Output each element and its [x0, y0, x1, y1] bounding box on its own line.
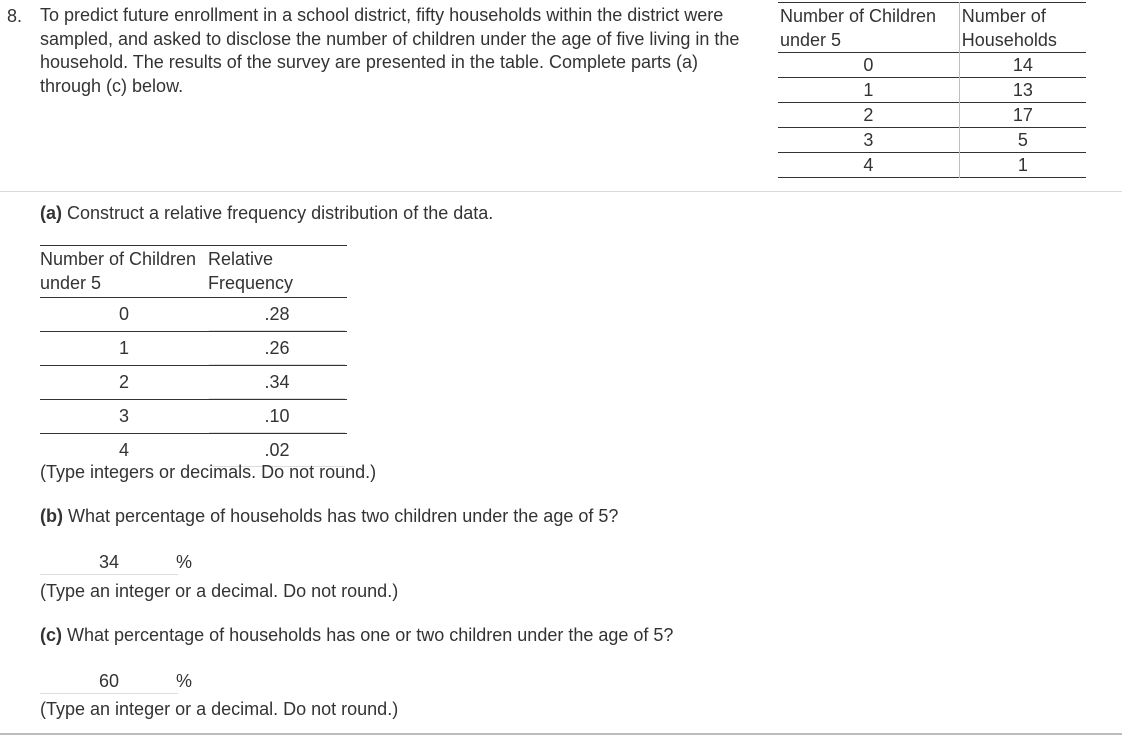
relative-frequency-table: [40, 245, 347, 467]
relative-frequency-input[interactable]: .28: [209, 299, 345, 331]
children-cell: 2: [118, 372, 129, 392]
table-row: [778, 128, 1086, 153]
children-cell: 1: [118, 338, 129, 358]
question-text: To predict future enrollment in a school district, fifty households within the district were sampled, and asked to disclose the number of children under the age of five living in the household. The results of the survey are presented in the table. Complete parts (a) through (c) below.: [40, 5, 740, 96]
given-data-header-row: [778, 3, 1086, 53]
percent-sign: %: [176, 671, 193, 691]
children-cell: 4: [778, 153, 959, 178]
table-row: [40, 298, 347, 332]
header-number-of-children: Number of Children under 5: [778, 3, 959, 53]
given-data-table: [778, 2, 1086, 178]
table-row: [40, 366, 347, 400]
part-a-label: (a): [40, 203, 62, 223]
table-row: [40, 332, 347, 366]
part-b-text: What percentage of households has two children under the age of 5?: [68, 506, 619, 526]
percent-sign: %: [176, 552, 193, 572]
part-c-answer-row: [40, 669, 192, 694]
section-divider: [0, 191, 1122, 192]
children-cell: 0: [118, 304, 129, 324]
header-children-under-5: Number of Children under 5: [40, 249, 197, 293]
table-row: [778, 153, 1086, 178]
part-c-answer-input[interactable]: 60: [40, 669, 178, 694]
bottom-divider: [0, 733, 1122, 735]
children-cell: 4: [118, 440, 129, 460]
part-c-prompt: [40, 623, 673, 647]
header-number-of-households: Number of Households: [961, 6, 1057, 50]
relative-frequency-input[interactable]: .02: [209, 435, 345, 467]
relative-frequency-input[interactable]: .26: [209, 333, 345, 365]
part-a-text: Construct a relative frequency distribution of the data.: [67, 203, 494, 223]
rf-header-row: [40, 246, 347, 298]
households-cell: 17: [1012, 105, 1033, 125]
table-row: [40, 400, 347, 434]
households-cell: 13: [1012, 80, 1033, 100]
relative-frequency-input[interactable]: .34: [209, 367, 345, 399]
households-cell: 14: [1012, 55, 1033, 75]
part-c-text: What percentage of households has one or two children under the age of 5?: [67, 625, 674, 645]
part-b-label: (b): [40, 506, 63, 526]
question-number: 8.: [7, 6, 23, 26]
relative-frequency-input[interactable]: .10: [209, 401, 345, 433]
part-a-prompt: [40, 201, 493, 225]
part-b-answer-input[interactable]: 34: [40, 550, 178, 575]
table-row: [778, 53, 1086, 78]
part-c-label: (c): [40, 625, 62, 645]
part-b-prompt: [40, 504, 618, 528]
part-b-answer-row: [40, 550, 192, 575]
children-cell: 2: [778, 103, 959, 128]
households-cell: 1: [1017, 155, 1028, 175]
part-c-note: (Type an integer or a decimal. Do not round.): [40, 699, 399, 719]
table-row: [778, 103, 1086, 128]
children-cell: 1: [778, 78, 959, 103]
children-cell: 3: [778, 128, 959, 153]
part-b-note: (Type an integer or a decimal. Do not round.): [40, 581, 399, 601]
households-cell: 5: [1017, 130, 1028, 150]
part-a-note: (Type integers or decimals. Do not round.): [40, 462, 377, 482]
header-relative-frequency: Relative Frequency: [208, 249, 294, 293]
children-cell: 3: [118, 406, 129, 426]
table-row: [778, 78, 1086, 103]
children-cell: 0: [778, 53, 959, 78]
